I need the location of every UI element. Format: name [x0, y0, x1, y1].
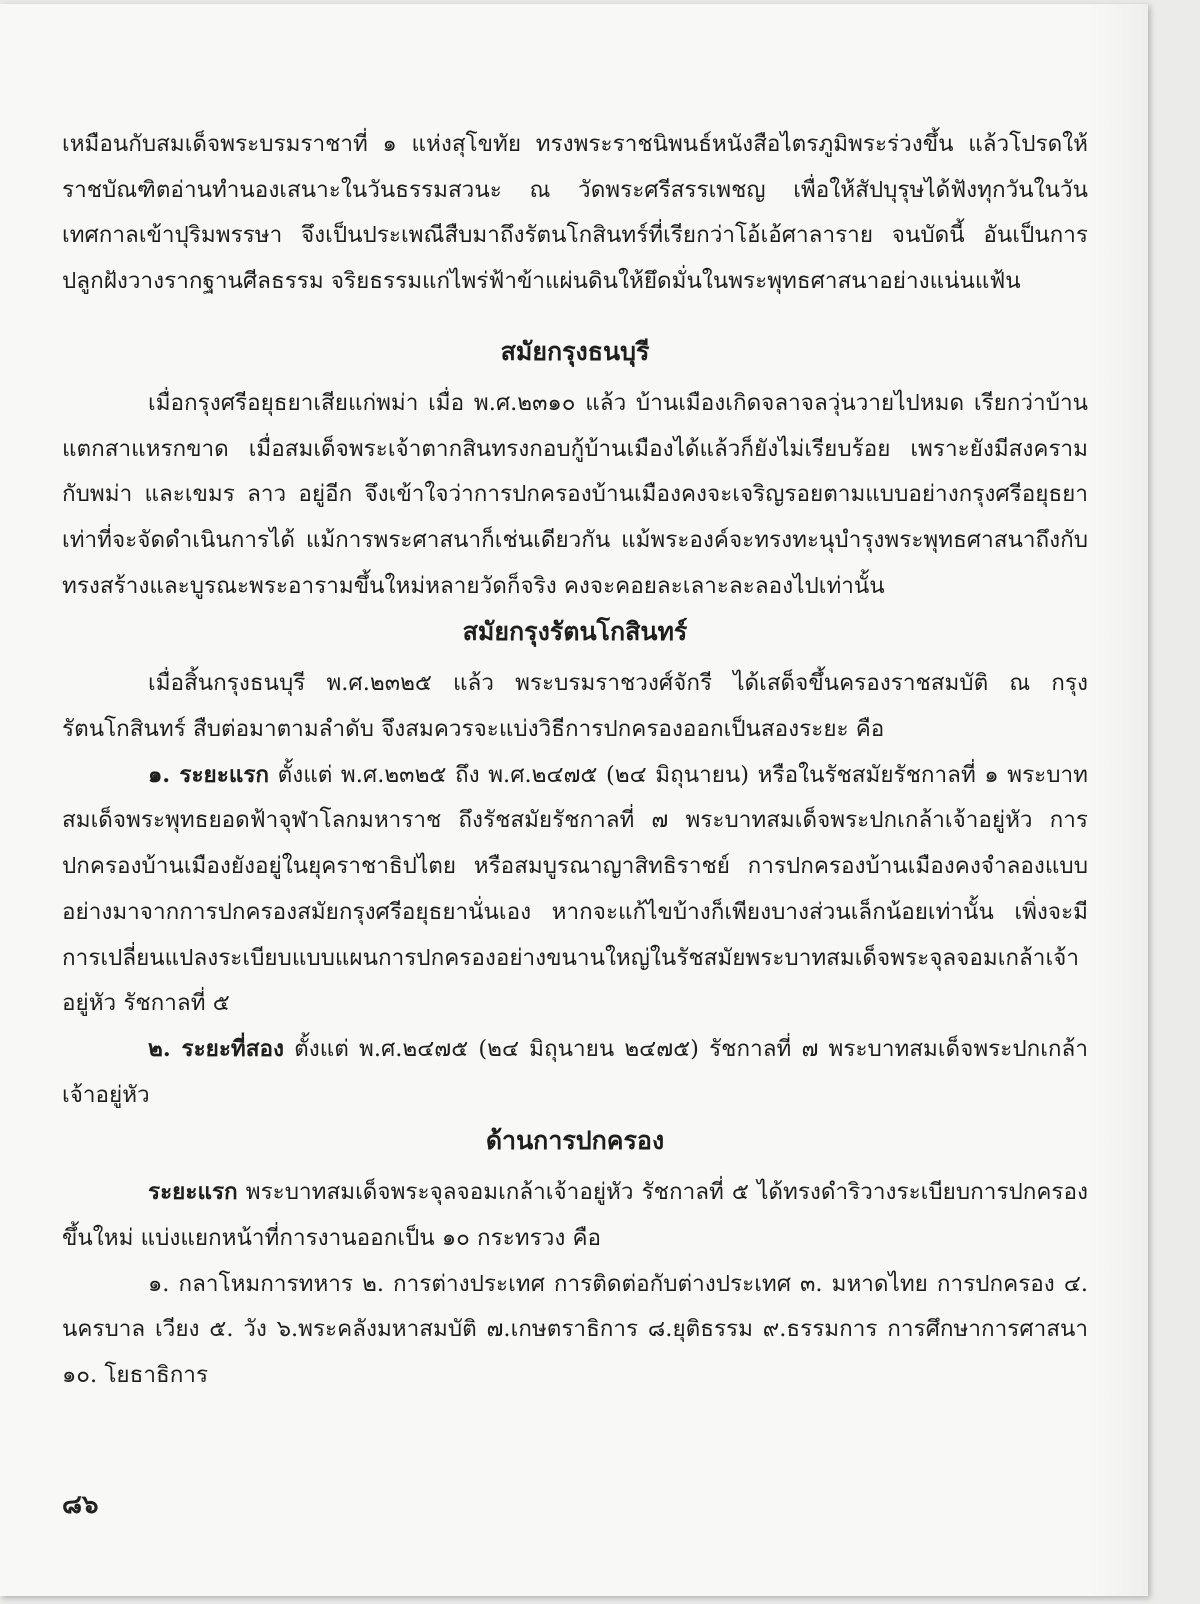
document-page [0, 4, 1148, 1596]
page-edge-shadow [1088, 4, 1148, 1596]
paragraph-rattanakosin-intro: เมื่อสิ้นกรุงธนบุรี พ.ศ.๒๓๒๕ แล้ว พระบรมราชวงศ์จักรี ได้เสด็จขึ้นครองราชสมบัติ ณ กรุงรัตนโกสินทร์ สืบต่อมาตามลำดับ จึงสมควรจะแบ่งวิธีการปกครองออกเป็นสองระยะ คือ [62, 670, 1088, 743]
governance-label: ระยะแรก [148, 1179, 238, 1206]
heading-rattanakosin: สมัยกรุงรัตนโกสินทร์ [462, 617, 688, 647]
paragraph-period-one [62, 753, 1088, 1027]
paragraph-governance [62, 1170, 1088, 1261]
paragraph-intro: เหมือนกับสมเด็จพระบรมราชาที่ ๑ แห่งสุโขทัย ทรงพระราชนิพนธ์หนังสือไตรภูมิพระร่วงขึ้น แล้วโปรดให้ราชบัณฑิตอ่านทำนองเสนาะในวันธรรมสวนะ ณ วัดพระศรีสรรเพชญ เพื่อให้สัปบุรุษได้ฟังทุกวันในวันเทศกาลเข้าปุริมพรรษา จึงเป็นประเพณีสืบมาถึงรัตนโกสินทร์ที่เรียกว่าโอ้เอ้ศาลาราย จนบัดนี้ อันเป็นการปลูกฝังวางรากฐานศีลธรรม จริยธรรมแก่ไพร่ฟ้าข้าแผ่นดินให้ยึดมั่นในพระพุทธศาสนาอย่างแน่นแฟ้น [62, 131, 1088, 295]
paragraph-period-two [62, 1027, 1088, 1118]
document-body [62, 122, 1088, 1399]
period-one-label: ๑. ระยะแรก [148, 761, 270, 788]
period-two-label: ๒. ระยะที่สอง [148, 1035, 284, 1062]
paragraph-ministries: ๑. กลาโหมการทหาร ๒. การต่างประเทศ การติดต่อกับต่างประเทศ ๓. มหาดไทย การปกครอง ๔. นครบาล เวียง ๕. วัง ๖.พระคลังมหาสมบัติ ๗.เกษตราธิการ ๘.ยุติธรรม ๙.ธรรมการ การศึกษาการศาสนา ๑๐. โยธาธิการ [62, 1270, 1088, 1389]
heading-governance: ด้านการปกครอง [485, 1126, 665, 1156]
period-one-text: ตั้งแต่ พ.ศ.๒๓๒๕ ถึง พ.ศ.๒๔๗๕ (๒๔ มิถุนายน) หรือในรัชสมัยรัชกาลที่ ๑ พระบาทสมเด็จพระพุทธยอดฟ้าจุฬาโลกมหาราช ถึงรัชสมัยรัชกาลที่ ๗ พระบาทสมเด็จพระปกเกล้าเจ้าอยู่หัว การปกครองบ้านเมืองยังอยู่ในยุคราชาธิปไตย หรือสมบูรณาญาสิทธิราชย์ การปกครองบ้านเมืองคงจำลองแบบอย่างมาจากการปกครองสมัยกรุงศรีอยุธยานั่นเอง หากจะแก้ไขบ้างก็เพียงบางส่วนเล็กน้อยเท่านั้น เพิ่งจะมีการเปลี่ยนแปลงระเบียบแบบแผนการปกครองอย่างขนานใหญ่ในรัชสมัยพระบาทสมเด็จพระจุลจอมเกล้าเจ้าอยู่หัว รัชกาลที่ ๕ [62, 761, 1088, 1017]
heading-thonburi: สมัยกรุงธนบุรี [500, 336, 650, 366]
page-number: ๘๖ [62, 1490, 99, 1520]
governance-text: พระบาทสมเด็จพระจุลจอมเกล้าเจ้าอยู่หัว รัชกาลที่ ๕ ได้ทรงดำริวางระเบียบการปกครองขึ้นใหม่ แบ่งแยกหน้าที่การงานออกเป็น ๑๐ กระทรวง คือ [62, 1179, 1088, 1252]
period-two-text: ตั้งแต่ พ.ศ.๒๔๗๕ (๒๔ มิถุนายน ๒๔๗๕) รัชกาลที่ ๗ พระบาทสมเด็จพระปกเกล้าเจ้าอยู่หัว [62, 1035, 1088, 1108]
paragraph-thonburi: เมื่อกรุงศรีอยุธยาเสียแก่พม่า เมื่อ พ.ศ.๒๓๑๐ แล้ว บ้านเมืองเกิดจลาจลวุ่นวายไปหมด เรียกว่าบ้านแตกสาแหรกขาด เมื่อสมเด็จพระเจ้าตากสินทรงกอบกู้บ้านเมืองได้แล้วก็ยังไม่เรียบร้อย เพราะยังมีสงครามกับพม่า และเขมร ลาว อยู่อีก จึงเข้าใจว่าการปกครองบ้านเมืองคงจะเจริญรอยตามแบบอย่างกรุงศรีอยุธยาเท่าที่จะจัดดำเนินการได้ แม้การพระศาสนาก็เช่นเดียวกัน แม้พระองค์จะทรงทะนุบำรุงพระพุทธศาสนาถึงกับทรงสร้างและบูรณะพระอารามขึ้นใหม่หลายวัดก็จริง คงจะคอยละเลาะละลองไปเท่านั้น [62, 389, 1088, 599]
